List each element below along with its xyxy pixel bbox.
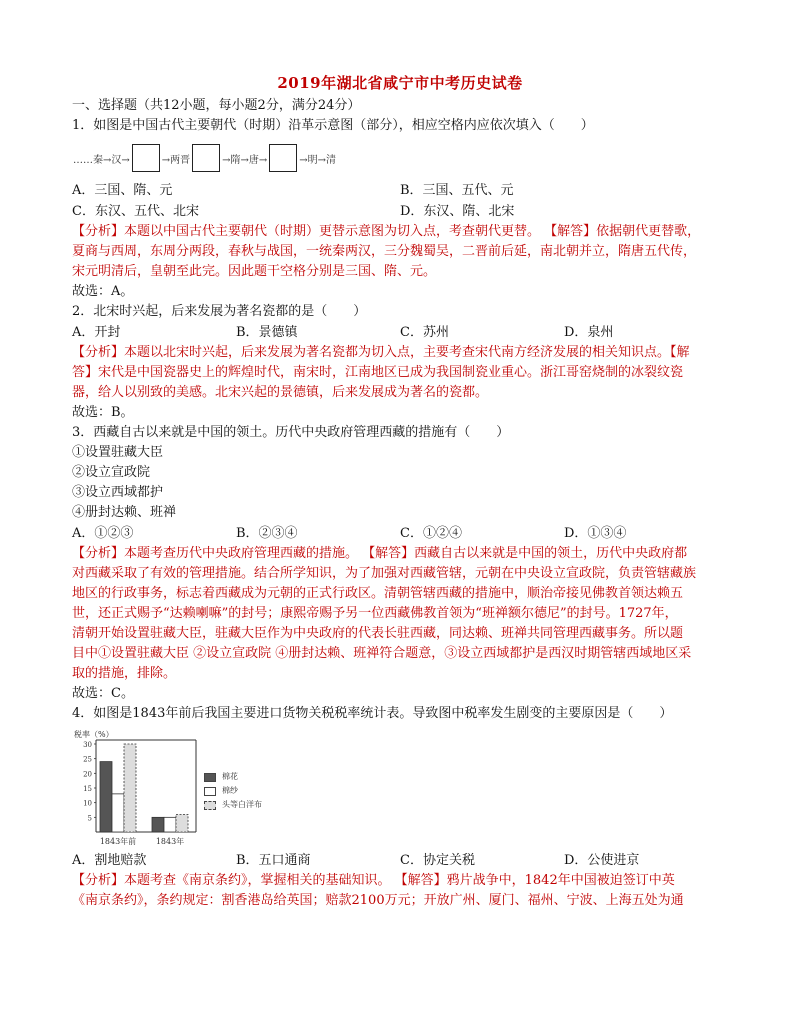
dynasty-sequence-diagram xyxy=(72,140,728,176)
y-tick-label: 30 xyxy=(83,741,92,749)
bar xyxy=(152,817,164,832)
legend-label: 头等白洋布 xyxy=(222,800,262,809)
option-d: D．公使进京 xyxy=(564,853,640,868)
bar xyxy=(112,794,124,832)
blank-box xyxy=(269,144,297,172)
question-2-answer: 故选：B。 xyxy=(72,405,134,420)
question-3-analysis: 清朝开始设置驻藏大臣，驻藏大臣作为中央政府的代表长驻西藏，同达赖、班禅共同管理西藏事务。所以题 xyxy=(72,626,684,641)
seq-part: →明→清 xyxy=(299,154,337,166)
legend-swatch xyxy=(204,773,216,782)
y-tick-label: 15 xyxy=(83,785,92,793)
option-d: D．①③④ xyxy=(564,526,627,541)
option-c: C．苏州 xyxy=(400,325,449,340)
option-a: A．割地赔款 xyxy=(72,853,147,868)
option-c: C．协定关税 xyxy=(400,853,475,868)
blank-box xyxy=(132,144,160,172)
question-4-analysis: 【分析】本题考查《南京条约》，掌握相关的基础知识。 【解答】鸦片战争中，1842年中国被迫签订中英 xyxy=(72,873,675,888)
question-1-options-row2 xyxy=(72,201,728,222)
question-1-stem: 1．如图是中国古代主要朝代（时期）沿革示意图（部分），相应空格内应依次填入（ ） xyxy=(72,118,594,133)
option-b: B．②③④ xyxy=(236,526,298,541)
question-1-answer: 故选：A。 xyxy=(72,284,134,299)
legend-item xyxy=(204,798,262,812)
question-3-analysis: 地区的行政事务，标志着西藏成为元朝的正式行政区。清朝管辖西藏的措施中，顺治帝接见佛教首领达赖五 xyxy=(72,586,684,601)
exam-page xyxy=(72,72,728,911)
question-3-stem: 3．西藏自古以来就是中国的领土。历代中央政府管理西藏的措施有（ ） xyxy=(72,425,510,440)
question-3-analysis: 对西藏采取了有效的管理措施。结合所学知识，为了加强对西藏管辖，元朝在中央设立宣政院，负责管辖藏族 xyxy=(72,566,697,581)
option-c: C．①②④ xyxy=(400,526,462,541)
chart-legend xyxy=(204,770,262,812)
option-d: D．东汉、隋、北宋 xyxy=(400,204,515,219)
section-heading: 一、选择题（共12小题，每小题2分，满分24分） xyxy=(72,98,361,113)
question-2-analysis: 答】宋代是中国瓷器史上的辉煌时代，南宋时，江南地区已成为我国制瓷业重心。浙江哥窑烧制的冰裂纹瓷 xyxy=(72,365,684,380)
question-3-item: ①设置驻藏大臣 xyxy=(72,445,164,460)
question-3-analysis: 【分析】本题考查历代中央政府管理西藏的措施。 【解答】西藏自古以来就是中国的领土，历代中央政府都 xyxy=(72,546,688,561)
blank-box xyxy=(192,144,220,172)
legend-label: 棉花 xyxy=(222,772,238,781)
bar xyxy=(176,814,188,832)
bar xyxy=(124,744,136,832)
legend-label: 棉纱 xyxy=(222,786,238,795)
question-2-options xyxy=(72,322,728,343)
question-4-analysis: 《南京条约》，条约规定：割香港岛给英国；赔款2100万元；开放广州、厦门、福州、宁波、上海五处为通 xyxy=(72,893,684,908)
question-3-options xyxy=(72,523,728,544)
question-1-options-row1 xyxy=(72,180,728,201)
option-c: C．东汉、五代、北宋 xyxy=(72,204,199,219)
question-4-stem: 4．如图是1843年前后我国主要进口货物关税税率统计表。导致图中税率发生剧变的主要原因是（ ） xyxy=(72,706,673,721)
question-1-analysis: 【分析】本题以中国古代主要朝代（时期）更替示意图为切入点，考查朝代更替。 【解答】依据朝代更替歌， xyxy=(72,224,701,239)
question-2-stem: 2．北宋时兴起，后来发展为著名瓷都的是（ ） xyxy=(72,304,367,319)
x-tick-label: 1843年 xyxy=(155,837,185,846)
bar xyxy=(164,817,176,832)
question-2-analysis: 器，给人以别致的美感。北宋兴起的景德镇，后来发展成为著名的瓷都。 xyxy=(72,385,489,400)
y-tick-label: 20 xyxy=(83,770,92,779)
tariff-bar-chart xyxy=(72,728,272,848)
option-b: B．五口通商 xyxy=(236,853,311,868)
question-3-item: ③设立西域都护 xyxy=(72,485,164,500)
y-tick-label: 10 xyxy=(83,799,92,808)
question-1-analysis: 宋元明清后，皇朝至此完。因此题干空格分别是三国、隋、元。 xyxy=(72,264,437,279)
question-3-item: ④册封达赖、班禅 xyxy=(72,505,177,520)
y-axis-label: 税率（%） xyxy=(74,730,114,739)
legend-swatch xyxy=(204,801,216,810)
question-3-analysis: 世，还正式赐予“达赖喇嘛”的封号；康熙帝赐予另一位西藏佛教首领为“班禅额尔德尼”的封号。1727年， xyxy=(72,606,678,621)
question-2-analysis: 【分析】本题以北宋时兴起，后来发展为著名瓷都为切入点，主要考查宋代南方经济发展的相关知识点。【解 xyxy=(72,345,690,360)
option-b: B．景德镇 xyxy=(236,325,298,340)
question-4-options xyxy=(72,850,728,871)
option-a: A．开封 xyxy=(72,325,121,340)
legend-item xyxy=(204,770,262,784)
question-3-analysis: 取的措施，排除。 xyxy=(72,666,177,681)
question-3-answer: 故选：C。 xyxy=(72,686,134,701)
legend-item xyxy=(204,784,262,798)
seq-part: →隋→唐→ xyxy=(222,154,268,166)
bar xyxy=(100,762,112,832)
question-1-analysis: 夏商与西周，东周分两段，春秋与战国，一统秦两汉，三分魏蜀吴，二晋前后延，南北朝并立，隋唐五代传， xyxy=(72,244,697,259)
option-a: A．三国、隋、元 xyxy=(72,183,173,198)
x-tick-label: 1843年前 xyxy=(99,837,137,846)
seq-part: →两晋 xyxy=(161,154,191,166)
option-b: B．三国、五代、元 xyxy=(400,183,514,198)
question-3-item: ②设立宣政院 xyxy=(72,465,151,480)
question-3-analysis: 目中①设置驻藏大臣 ②设立宣政院 ④册封达赖、班禅符合题意，③设立西域都护是西汉时期管辖西域地区采 xyxy=(72,646,692,661)
legend-swatch xyxy=(204,787,216,796)
option-d: D．泉州 xyxy=(564,325,614,340)
option-a: A．①②③ xyxy=(72,526,134,541)
page-title: 2019年湖北省咸宁市中考历史试卷 xyxy=(277,74,523,92)
y-tick-label: 5 xyxy=(87,814,92,823)
seq-part: ……秦→汉→ xyxy=(73,154,130,166)
y-tick-label: 25 xyxy=(83,755,92,764)
